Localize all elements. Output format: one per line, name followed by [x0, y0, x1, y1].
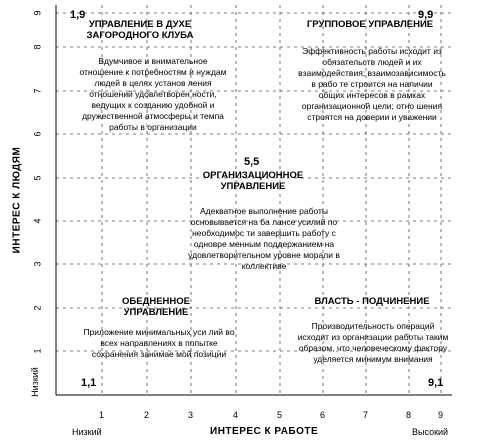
title-impoverished: ОБЕДНЕННОЕ УПРАВЛЕНИЕ	[122, 296, 190, 318]
x-tick-label: 3	[188, 410, 194, 420]
y-tick-label: 7	[32, 88, 43, 94]
score-impoverished: 1,1	[81, 377, 97, 389]
x-axis-high-label: Высокий	[412, 427, 449, 437]
x-tick-label: 5	[277, 410, 283, 420]
text-impoverished: Приложение минимальных уси лий во всех направлениях в попытке сохранения занимае мой позиции	[83, 327, 235, 359]
y-tick-label: 5	[32, 175, 43, 181]
title-middle: ОРГАНИЗАЦИОННОЕ УПРАВЛЕНИЕ	[202, 170, 304, 192]
y-tick-label: 9	[32, 10, 43, 16]
score-team: 9,9	[418, 9, 434, 21]
text-team: Эффективность работы исходит из обязательств людей и их взаимодействия; взаимозависимость в рабо те строится на наличии общих интересов в рамках организационной цели; отно шения строятся на доверии и уважении	[298, 46, 446, 122]
score-middle: 5,5	[244, 156, 260, 168]
y-tick-label: 2	[32, 305, 43, 311]
y-axis-low-label: Низкий	[30, 367, 40, 397]
title-team: ГРУППОВОЕ УПРАВЛЕНИЕ	[306, 19, 434, 30]
x-axis-low-label: Низкий	[72, 427, 102, 437]
y-tick-label: 8	[32, 44, 43, 50]
text-middle: Адекватное выполнение работы основывается на ба лансе усилий по необходимос ти завершить работу с одновре менным поддержанием на удовлетворительном уровне морали в коллективе	[188, 206, 340, 271]
title-country-club: УПРАВЛЕНИЕ В ДУХЕ ЗАГОРОДНОГО КЛУБА	[86, 19, 194, 41]
y-tick-label: 1	[32, 348, 43, 354]
x-tick-label: 1	[99, 410, 105, 420]
x-axis-title: ИНТЕРЕС К РАБОТЕ	[210, 426, 319, 437]
y-tick-label: 6	[32, 131, 43, 137]
x-tick-label: 9	[438, 410, 444, 420]
score-country-club: 1,9	[70, 9, 86, 21]
y-tick-label: 4	[32, 218, 43, 224]
text-authority: Производительность операций исходит из организации работы таким образом, что человеческому фактору уделяется минимум внимания	[297, 321, 449, 364]
x-tick-label: 4	[233, 410, 239, 420]
x-tick-label: 2	[144, 410, 150, 420]
y-tick-label: 3	[32, 261, 43, 267]
x-tick-label: 6	[320, 410, 326, 420]
score-authority: 9,1	[428, 377, 444, 389]
title-authority: ВЛАСТЬ - ПОДЧИНЕНИЕ	[314, 296, 430, 307]
x-tick-label: 7	[363, 410, 369, 420]
text-country-club: Вдумчивое и внимательное отношение к потребностям и нуждам людей в целях установ ления отношений удовлетворен ности, ведущих к созданию удобной и дружественной атмосферы и темпа работы в организации	[79, 56, 227, 132]
y-axis-title: ИНТЕРЕС К ЛЮДЯМ	[11, 146, 23, 254]
x-tick-label: 8	[406, 410, 412, 420]
